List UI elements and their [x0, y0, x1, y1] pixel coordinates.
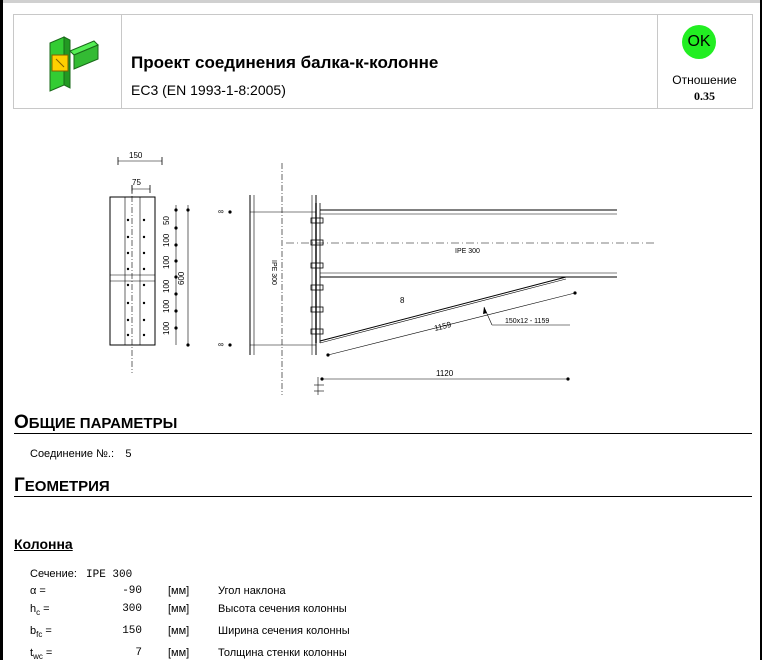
param-unit: [мм]: [168, 585, 190, 597]
window-left-border: [0, 0, 3, 660]
standard-subtitle: EC3 (EN 1993-1-8:2005): [131, 82, 286, 98]
param-unit: [мм]: [168, 647, 190, 659]
column-section-label: IPE 300: [270, 260, 277, 285]
param-value: 7: [135, 647, 142, 659]
column-section-label: Сечение:: [30, 568, 77, 580]
param-symbol: $b_{fc}$ =: [30, 625, 52, 640]
beam-side-view: [286, 210, 655, 277]
param-value: 300: [122, 603, 142, 615]
param-symbol: α =: [30, 585, 46, 597]
connection-drawing: [100, 145, 660, 400]
status-badge: OK: [682, 25, 716, 59]
dim-width-half: 75: [132, 178, 141, 187]
param-value: -90: [122, 585, 142, 597]
geometry-heading: [14, 475, 752, 497]
ratio-value: 0.35: [694, 89, 715, 103]
column-subheading: Колонна: [14, 536, 73, 552]
ratio-cell: [657, 15, 752, 108]
dim-spacing-5: 100: [162, 233, 171, 247]
dim-spacing-6: 50: [162, 216, 171, 225]
connection-number-label: Соединение №.:: [30, 448, 114, 460]
table-row: [30, 603, 730, 619]
svg-text:∞: ∞: [218, 207, 224, 216]
geometry-heading-initial: Г: [14, 475, 25, 496]
dim-spacing-1: 100: [162, 321, 171, 335]
beam-section-label: IPE 300: [455, 248, 480, 255]
dim-spacing-3: 100: [162, 279, 171, 293]
column-section-row: [30, 568, 132, 581]
param-description: Толщина стенки колонны: [218, 647, 347, 659]
param-description: Ширина сечения колонны: [218, 625, 350, 637]
param-description: Угол наклона: [218, 585, 286, 597]
report-header: [13, 14, 753, 109]
param-description: Высота сечения колонны: [218, 603, 347, 615]
beam-column-connection-icon: [42, 33, 102, 93]
table-row: [30, 625, 730, 641]
weld-size-label: 8: [400, 296, 405, 305]
end-plate-front-view: [110, 151, 190, 373]
haunch-length-label: 1159: [433, 320, 453, 333]
svg-text:∞: ∞: [218, 340, 224, 349]
param-unit: [мм]: [168, 603, 190, 615]
haunch: [314, 277, 577, 395]
table-row: [30, 647, 730, 660]
connection-number-row: [30, 448, 132, 461]
param-symbol: $t_{wc}$ =: [30, 647, 53, 660]
dim-width-total: 150: [129, 151, 143, 160]
dim-spacing-4: 100: [162, 255, 171, 269]
column-params-table: [30, 585, 730, 660]
dim-total-height: 600: [177, 271, 186, 285]
general-heading-rest: БЩИЕ ПАРАМЕТРЫ: [28, 415, 178, 432]
haunch-horizontal-label: 1120: [436, 369, 454, 378]
connection-number-value: 5: [125, 449, 132, 461]
haunch-section-label: 150x12 - 1159: [505, 318, 550, 325]
window-top-edge: [0, 0, 762, 3]
param-symbol: $h_c$ =: [30, 603, 50, 618]
general-parameters-heading: [14, 412, 752, 434]
column-section-value: IPE 300: [86, 569, 133, 581]
table-row: [30, 585, 730, 601]
geometry-heading-rest: ЕОМЕТРИЯ: [24, 478, 110, 495]
general-heading-initial: О: [14, 412, 29, 433]
ratio-label: Отношение: [672, 73, 737, 87]
param-value: 150: [122, 625, 142, 637]
title-cell: [121, 15, 658, 108]
page-title: Проект соединения балка-к-колонне: [131, 53, 439, 72]
logo-cell: [14, 15, 122, 108]
column-side-view: [218, 163, 316, 395]
dim-spacing-2: 100: [162, 299, 171, 313]
param-unit: [мм]: [168, 625, 190, 637]
